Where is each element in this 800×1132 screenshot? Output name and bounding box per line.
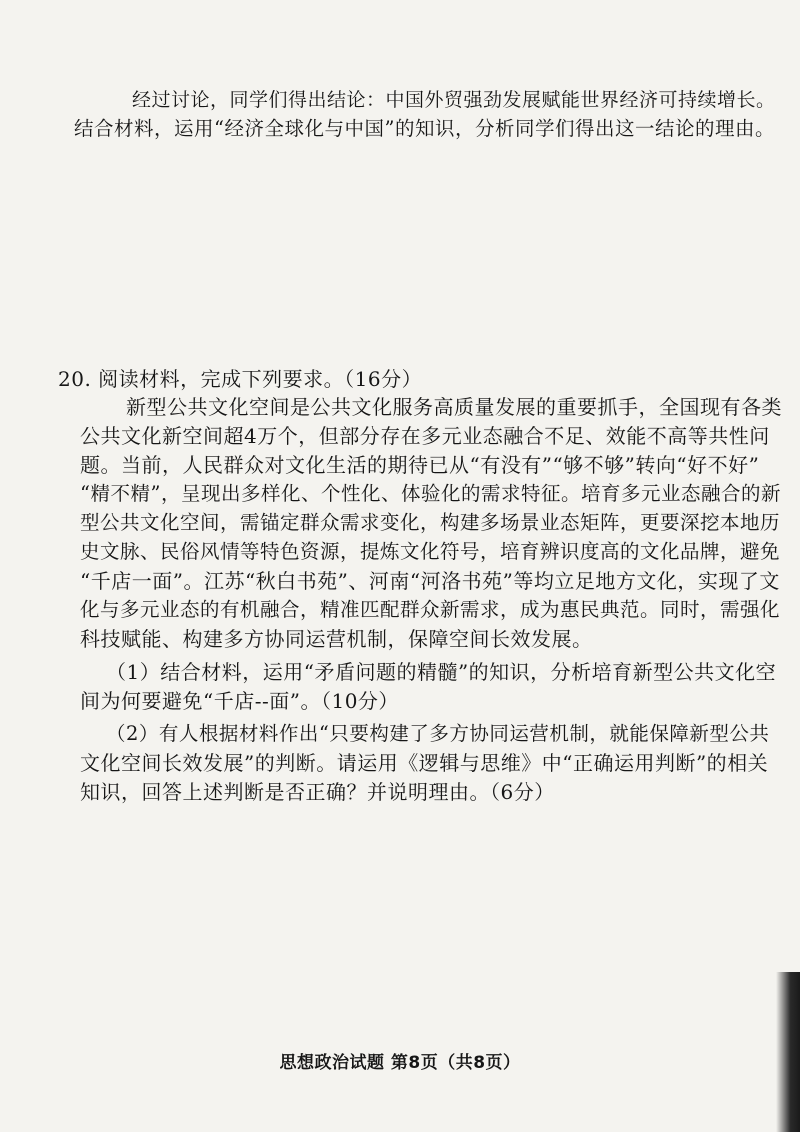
q20-material-line-6: 史文脉、民俗风情等特色资源，提炼文化符号，培育辨识度高的文化品牌，避免 (80, 540, 781, 563)
q20-material-line-7: “千店一面”。江苏“秋白书苑”、河南“河洛书苑”等均立足地方文化，实现了文 (80, 569, 780, 593)
q20-material-line-8: 化与多元业态的有机融合，精准匹配群众新需求，成为惠民典范。同时，需强化 (80, 598, 781, 621)
q20-sub2-line-2: 文化空间长效发展”的判断。请运用《逻辑与思维》中“正确运用判断”的相关 (80, 751, 769, 775)
q20-material-line-3: 题。当前，人民群众对文化生活的期待已从“有没有”“够不够”转向“好不好” (80, 453, 760, 477)
scan-edge-shadow (776, 972, 800, 1132)
q20-material-line-4: “精不精”，呈现出多样化、个性化、体验化的需求特征。培育多元业态融合的新 (80, 482, 781, 505)
q19-conclusion-line-1: 经过讨论，同学们得出结论：中国外贸强劲发展赋能世界经济可持续增长。 (132, 89, 776, 111)
q20-material-line-2: 公共文化新空间超4万个，但部分存在多元业态融合不足、效能不高等共性问 (80, 424, 770, 448)
q20-material-line-9: 科技赋能、构建多方协同运营机制，保障空间长效发展。 (80, 627, 593, 651)
q20-sub2-line-1: （2）有人根据材料作出“只要构建了多方协同运营机制，就能保障新型公共 (106, 722, 770, 745)
q20-sub2-line-3: 知识，回答上述判断是否正确？并说明理由。（6分） (80, 780, 555, 804)
q20-heading: 20. 阅读材料，完成下列要求。（16分） (58, 367, 423, 391)
q20-material-line-5: 型公共文化空间，需锚定群众需求变化，构建多场景业态矩阵，更要深挖本地历 (80, 511, 781, 534)
page-footer: 思想政治试题 第8页（共8页） (279, 1053, 521, 1073)
q20-material-line-1: 新型公共文化空间是公共文化服务高质量发展的重要抓手，全国现有各类 (126, 395, 782, 419)
q20-sub1-line-2: 间为何要避免“千店--面”。（10分） (80, 689, 399, 713)
q20-sub1-line-1: （1）结合材料，运用“矛盾问题的精髓”的知识，分析培育新型公共文化空 (106, 660, 777, 684)
q19-conclusion-line-2: 结合材料，运用“经济全球化与中国”的知识，分析同学们得出这一结论的理由。 (74, 117, 775, 140)
